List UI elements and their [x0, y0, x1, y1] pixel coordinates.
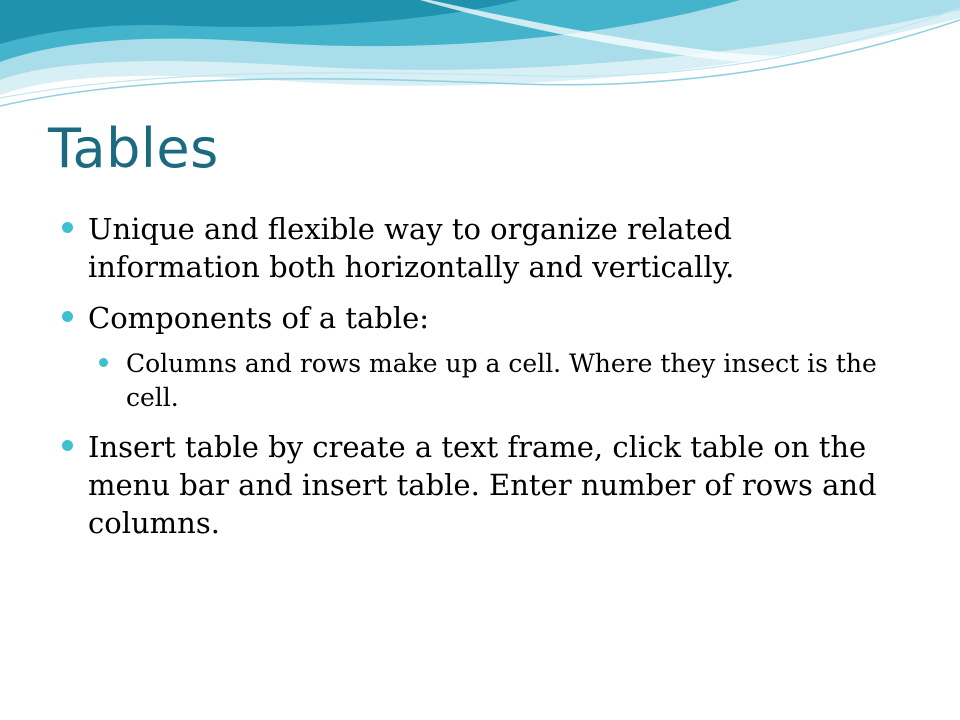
bullet-text-2: Components of a table:: [88, 301, 430, 335]
bullet-text-3: Insert table by create a text frame, click table on the menu bar and insert table. Enter number of rows and columns.: [88, 430, 877, 540]
bullet-item-2: [62, 299, 902, 415]
bullet-item-1: [62, 210, 902, 286]
sub-bullet-text-1: Columns and rows make up a cell. Where they insect is the cell.: [126, 349, 877, 412]
slide-title: Tables: [48, 117, 219, 180]
sub-bullet-list: [62, 347, 902, 415]
sub-bullet-item-1: [126, 347, 902, 415]
bullet-list: [62, 210, 902, 542]
bullet-text-1: Unique and flexible way to organize related information both horizontally and vertically.: [88, 212, 735, 284]
decorative-wave-header: [0, 0, 960, 130]
bullet-item-3: [62, 428, 902, 542]
